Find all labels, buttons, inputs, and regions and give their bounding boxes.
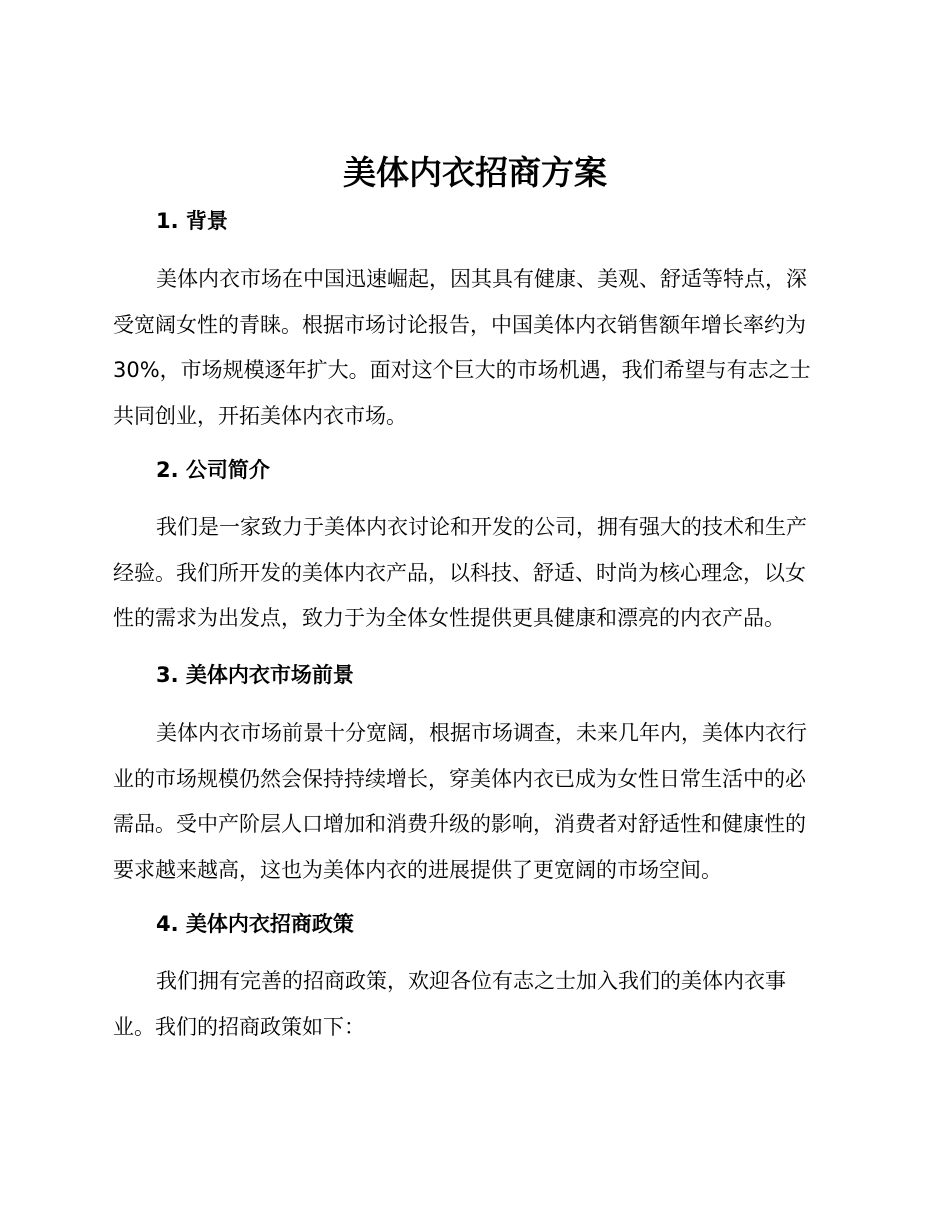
section-paragraph-investment-policy bbox=[113, 959, 835, 1050]
paragraph-line: 美体内衣市场前景十分宽阔，根据市场调查，未来几年内，美体内衣行 bbox=[156, 721, 807, 745]
paragraph-line: 要求越来越高，这也为美体内衣的进展提供了更宽阔的市场空间。 bbox=[113, 857, 722, 882]
paragraph-line: 我们是一家致力于美体内衣讨论和开发的公司，拥有强大的技术和生产 bbox=[156, 515, 807, 539]
section-heading-background: 1. 背景 bbox=[156, 209, 228, 233]
section-paragraph-company-profile bbox=[113, 505, 835, 642]
section-paragraph-market-outlook bbox=[113, 711, 835, 893]
paragraph-line: 业。我们的招商政策如下： bbox=[113, 1014, 365, 1039]
section-heading-investment-policy: 4. 美体内衣招商政策 bbox=[156, 912, 354, 936]
section-heading-market-outlook: 3. 美体内衣市场前景 bbox=[156, 663, 354, 687]
section-heading-company-profile: 2. 公司简介 bbox=[156, 458, 270, 482]
paragraph-line: 需品。受中产阶层人口增加和消费升级的影响，消费者对舒适性和健康性的 bbox=[113, 812, 806, 836]
paragraph-line: 经验。我们所开发的美体内衣产品，以科技、舒适、时尚为核心理念，以女 bbox=[113, 560, 806, 585]
paragraph-line: 美体内衣市场在中国迅速崛起，因其具有健康、美观、舒适等特点，深 bbox=[156, 267, 807, 291]
section-paragraph-background bbox=[113, 257, 835, 439]
paragraph-line: 共同创业，开拓美体内衣市场。 bbox=[113, 403, 407, 428]
paragraph-line: 性的需求为出发点，致力于为全体女性提供更具健康和漂亮的内衣产品。 bbox=[113, 606, 785, 630]
paragraph-line: 30%，市场规模逐年扩大。面对这个巨大的市场机遇，我们希望与有志之士 bbox=[113, 358, 811, 382]
paragraph-line: 业的市场规模仍然会保持持续增长，穿美体内衣已成为女性日常生活中的必 bbox=[113, 766, 806, 791]
paragraph-line: 我们拥有完善的招商政策，欢迎各位有志之士加入我们的美体内衣事 bbox=[156, 969, 786, 993]
document-title: 美体内衣招商方案 bbox=[343, 153, 607, 192]
paragraph-line: 受宽阔女性的青睐。根据市场讨论报告，中国美体内衣销售额年增长率约为 bbox=[113, 312, 806, 337]
